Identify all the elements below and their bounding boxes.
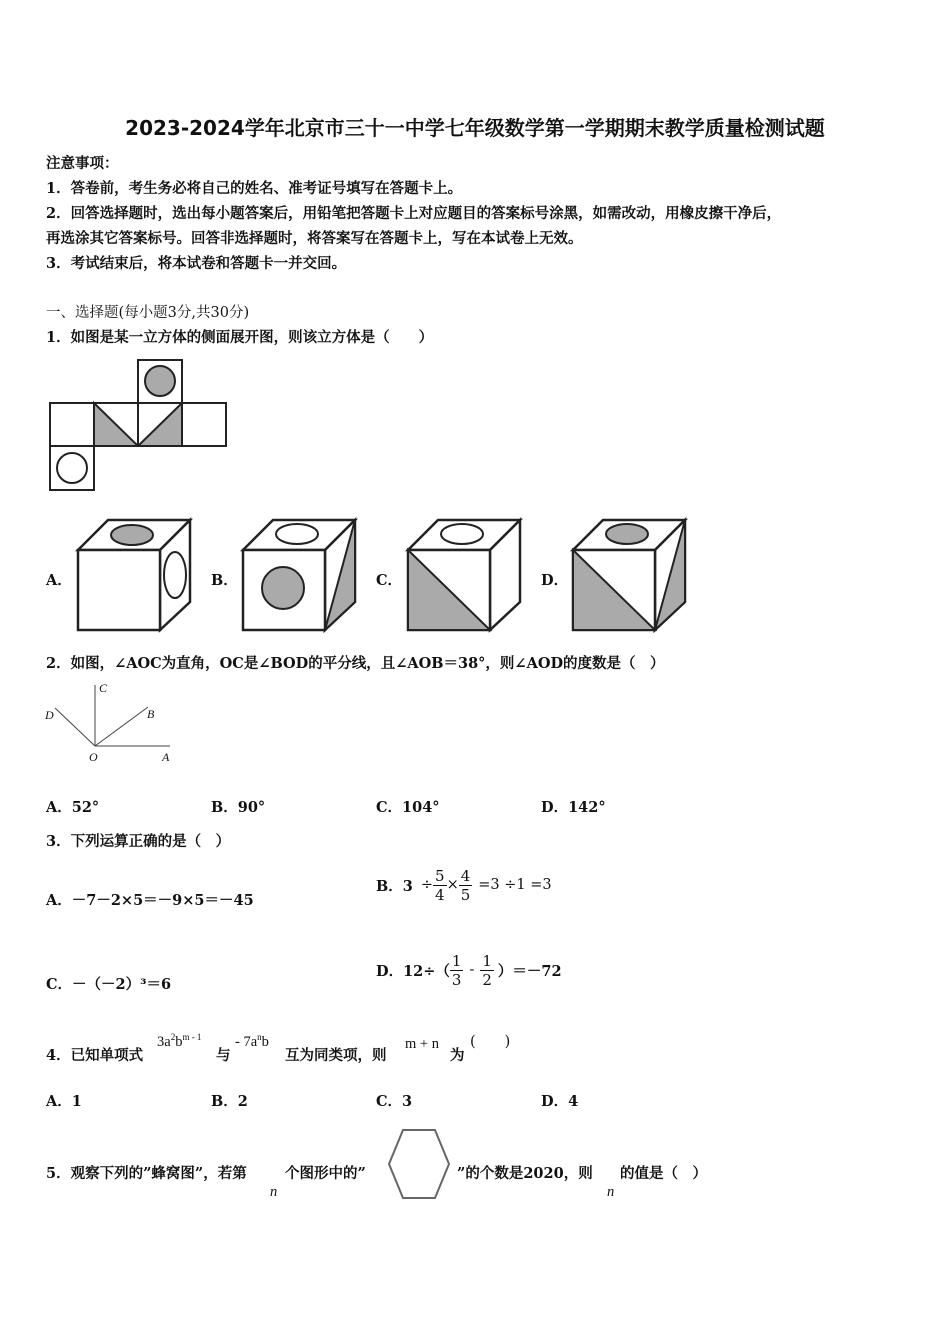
cube-option-a xyxy=(76,518,194,633)
numerator: 5 xyxy=(435,866,445,885)
question-2-stem: 2．如图，∠AOC为直角，OC是∠BOD的平分线，且∠AOB＝38°，则∠AOD的度数是（ ） xyxy=(46,655,665,672)
label-o: O xyxy=(89,750,98,764)
option-b xyxy=(376,862,552,908)
m1-b: b xyxy=(175,1033,183,1050)
m2-a-exp: n xyxy=(257,1032,262,1042)
m2-b: b xyxy=(261,1033,269,1050)
m1-coef: 3a xyxy=(157,1033,171,1050)
option-d xyxy=(376,947,562,993)
monomial-2 xyxy=(235,1032,269,1051)
hexagon-icon xyxy=(387,1128,451,1202)
m2-coef: - 7a xyxy=(235,1033,258,1050)
divide-sign: ÷ xyxy=(420,877,434,893)
variable-n: n xyxy=(607,1184,615,1200)
m1-a-exp: 2 xyxy=(170,1032,176,1042)
numerator: 1 xyxy=(482,951,492,970)
answer-paren: ( ) xyxy=(470,1034,511,1050)
notice-item: 3．考试结束后，将本试卷和答题卡一并交回。 xyxy=(46,255,347,272)
option-label: A． xyxy=(46,572,72,589)
and-text: 与 xyxy=(216,1047,231,1064)
cube-net-figure xyxy=(48,358,228,493)
net-circle-empty xyxy=(57,453,87,483)
page-title: 2023-2024学年北京市三十一中学七年级数学第一学期期末教学质量检测试题 xyxy=(125,116,825,140)
fraction xyxy=(433,867,447,904)
option-d: D．4 xyxy=(541,1093,579,1110)
numerator: 4 xyxy=(460,866,471,885)
notice-item: 2．回答选择题时，选出每小题答案后，用铅笔把答题卡上对应题目的答案标号涂黑，如需改动，用橡皮擦干净后， xyxy=(46,205,782,222)
option-c: C．3 xyxy=(376,1093,413,1110)
option-label: D． xyxy=(541,572,569,589)
variable-n: n xyxy=(270,1184,278,1200)
question-4-prefix: 4．已知单项式 xyxy=(46,1047,144,1064)
label-c: C xyxy=(99,681,108,695)
fraction xyxy=(459,867,473,904)
question-5-part3: ”的个数是2020，则 xyxy=(457,1165,593,1182)
option-b: B．90° xyxy=(211,799,266,816)
denominator: 3 xyxy=(451,970,462,989)
net-circle-shaded xyxy=(145,366,175,396)
net-triangle xyxy=(94,403,138,446)
net-triangle xyxy=(138,403,182,446)
option-b: B．2 xyxy=(211,1093,248,1110)
denominator: 4 xyxy=(435,885,445,904)
option-b-prefix: B．3 xyxy=(376,877,413,895)
question-5-part4: 的值是（ ） xyxy=(620,1165,707,1182)
cube-option-b xyxy=(241,518,359,633)
option-d: D．142° xyxy=(541,799,606,816)
option-d-suffix: ）＝－72 xyxy=(497,962,562,980)
cube-option-d xyxy=(571,518,689,633)
denominator: 5 xyxy=(460,885,471,904)
times-sign: × xyxy=(446,877,459,893)
question-3-stem: 3．下列运算正确的是（ ） xyxy=(46,833,231,850)
notice-heading: 注意事项： xyxy=(46,155,119,172)
label-d: D xyxy=(45,708,54,722)
option-a: A．52° xyxy=(46,799,100,816)
denominator: 2 xyxy=(482,970,492,989)
minus-sign: - xyxy=(469,962,475,978)
option-c: C．104° xyxy=(376,799,440,816)
suffix-text: 为 xyxy=(450,1047,465,1064)
section-heading: 一、选择题(每小题3分,共30分) xyxy=(46,305,250,321)
numerator: 1 xyxy=(451,951,462,970)
monomial-1 xyxy=(157,1032,201,1051)
option-b-suffix: =3 ÷1 =3 xyxy=(478,877,552,893)
notice-item: 1．答卷前，考生务必将自己的姓名、准考证号填写在答题卡上。 xyxy=(46,180,463,197)
option-label: B． xyxy=(211,572,238,589)
option-a: A．－7－2×5＝－9×5＝－45 xyxy=(46,892,254,909)
option-c: C．－（－2）³＝6 xyxy=(46,976,172,993)
option-label: C． xyxy=(376,572,403,589)
fraction xyxy=(480,952,494,989)
label-a: A xyxy=(162,750,170,764)
m1-b-exp: m - 1 xyxy=(182,1032,202,1042)
cube-option-c xyxy=(406,518,524,633)
option-d-prefix: D．12÷（ xyxy=(376,962,450,980)
question-5-part2: 个图形中的” xyxy=(285,1165,366,1182)
mid-text: 互为同类项，则 xyxy=(285,1047,387,1064)
notice-item: 再选涂其它答案标号。回答非选择题时，将答案写在答题卡上，写在本试卷上无效。 xyxy=(46,230,583,247)
expr: m + n xyxy=(405,1036,439,1052)
label-b: B xyxy=(147,707,155,721)
fraction xyxy=(450,952,464,989)
option-a: A．1 xyxy=(46,1093,82,1110)
question-1-stem: 1．如图是某一立方体的侧面展开图，则该立方体是（ ） xyxy=(46,329,434,346)
angle-figure xyxy=(40,680,180,765)
question-5-part1: 5．观察下列的”蜂窝图”，若第 xyxy=(46,1165,247,1182)
